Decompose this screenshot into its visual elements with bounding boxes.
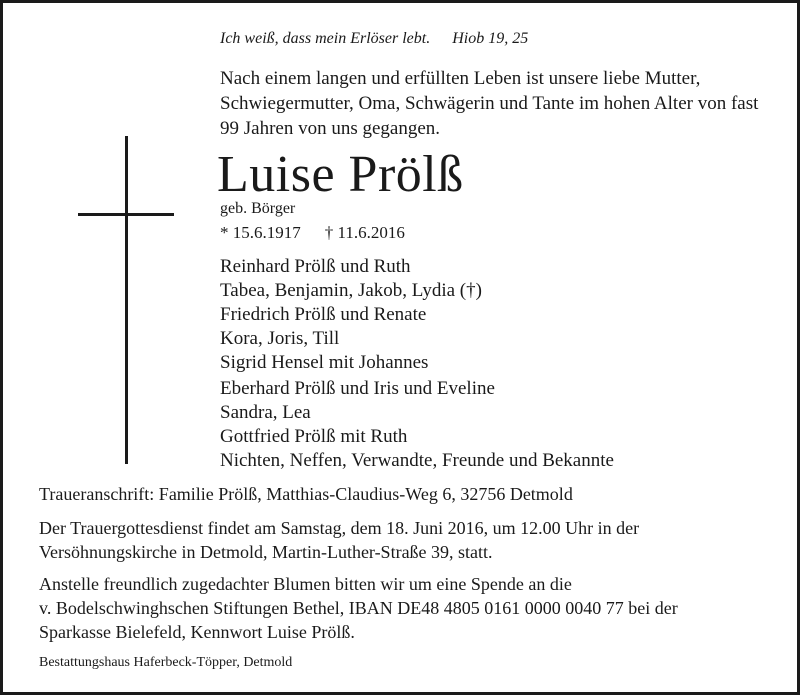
donation-line: Anstelle freundlich zugedachter Blumen bitten wir um eine Spende an die xyxy=(39,574,572,594)
verse-reference: Hiob 19, 25 xyxy=(452,30,529,47)
family-line: Reinhard Prölß und Ruth xyxy=(220,256,411,277)
family-line: Eberhard Prölß und Iris und Eveline xyxy=(220,378,495,399)
family-list xyxy=(220,255,614,473)
funeral-home: Bestattungshaus Haferbeck-Töpper, Detmold xyxy=(39,655,293,670)
intro-text: Nach einem langen und erfüllten Leben ist unsere liebe Mutter, Schwiegermutter, Oma, Schwägerin und Tante im hohen Alter von fast 99 Jahren von uns gegangen. xyxy=(220,68,759,139)
death-date: † 11.6.2016 xyxy=(324,223,405,242)
cross-icon xyxy=(125,136,128,464)
life-dates xyxy=(220,223,405,243)
maiden-name: geb. Börger xyxy=(220,200,296,217)
donation-line: v. Bodelschwinghschen Stiftungen Bethel, IBAN DE48 4805 0161 0000 0040 77 bei der xyxy=(39,598,678,618)
family-line: Tabea, Benjamin, Jakob, Lydia (†) xyxy=(220,280,482,301)
deceased-name: Luise Prölß xyxy=(217,146,464,203)
family-line: Nichten, Neffen, Verwandte, Freunde und Bekannte xyxy=(220,450,614,471)
donation-line: Sparkasse Bielefeld, Kennwort Luise Prölß. xyxy=(39,622,355,642)
family-line: Sigrid Hensel mit Johannes xyxy=(220,352,429,373)
mourning-address: Traueranschrift: Familie Prölß, Matthias-Claudius-Weg 6, 32756 Detmold xyxy=(39,484,573,504)
bible-verse xyxy=(220,30,528,48)
family-line: Gottfried Prölß mit Ruth xyxy=(220,426,408,447)
service-line: Der Trauergottesdienst findet am Samstag, dem 18. Juni 2016, um 12.00 Uhr in der xyxy=(39,518,640,538)
family-line: Friedrich Prölß und Renate xyxy=(220,304,427,325)
cross-icon-bar xyxy=(78,213,174,216)
family-line: Kora, Joris, Till xyxy=(220,328,340,349)
family-line: Sandra, Lea xyxy=(220,402,311,423)
funeral-service-info xyxy=(39,516,639,564)
birth-date: * 15.6.1917 xyxy=(220,223,301,242)
donation-request xyxy=(39,572,678,644)
verse-text: Ich weiß, dass mein Erlöser lebt. xyxy=(220,30,431,47)
service-line: Versöhnungskirche in Detmold, Martin-Luther-Straße 39, statt. xyxy=(39,542,493,562)
